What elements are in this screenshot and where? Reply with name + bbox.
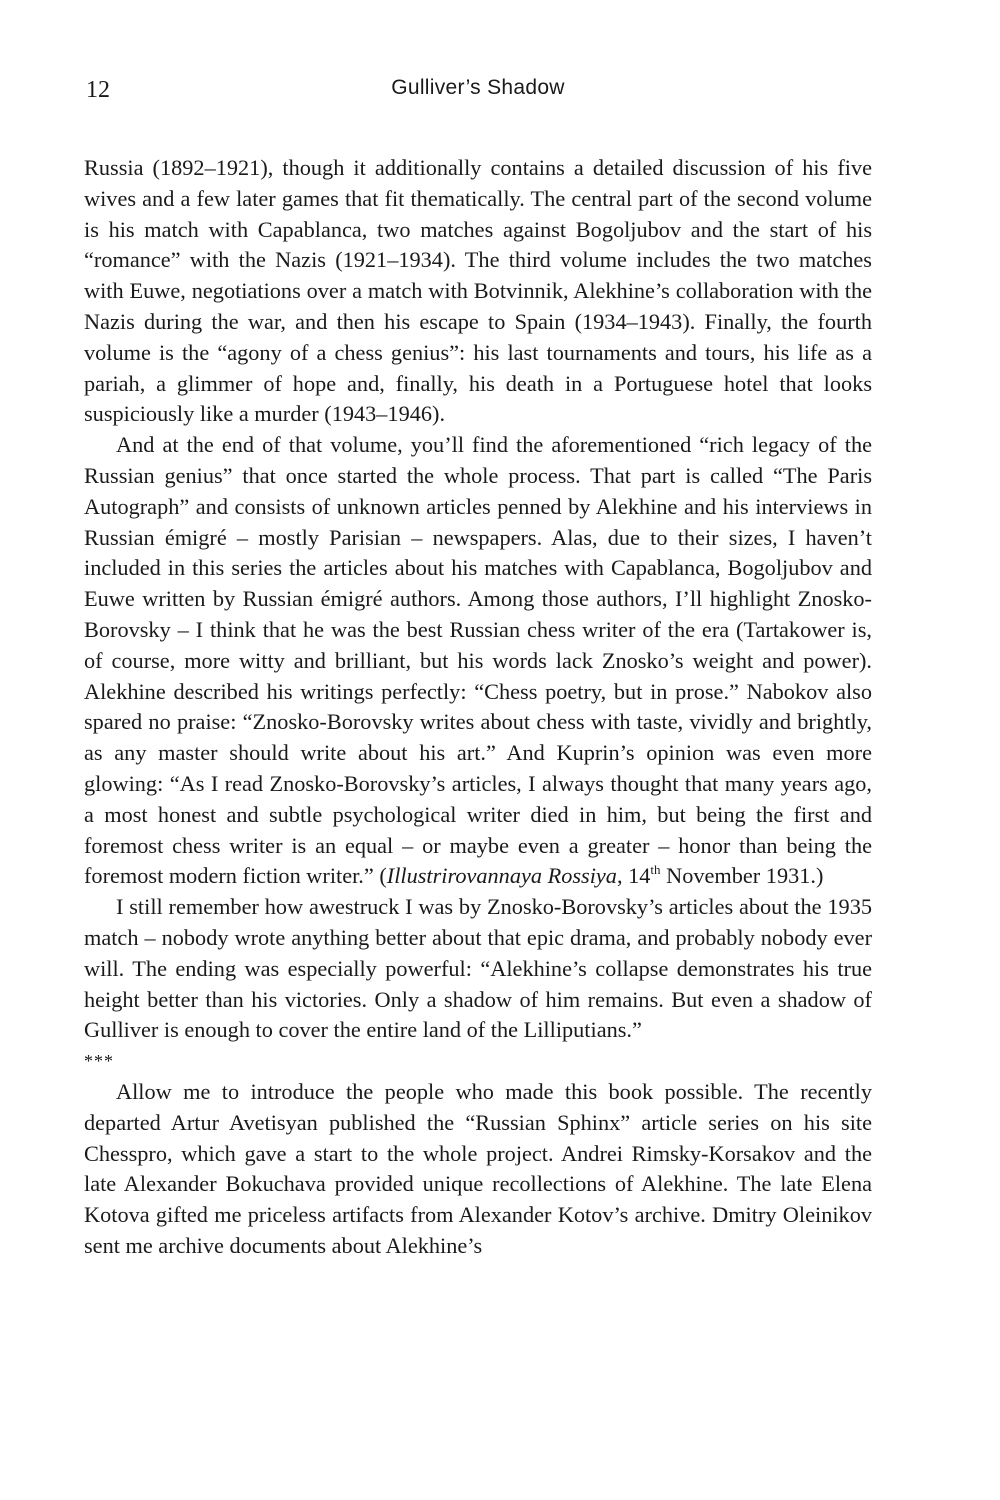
running-title: Gulliver’s Shadow	[391, 76, 565, 99]
page-number: 12	[86, 77, 110, 103]
paragraph-2-main: And at the end of that volume, you’ll find the aforementioned “rich legacy of the Russian genius” that once started the whole process. That part is called “The Paris Autograph” and consists of unknown articles penned by Alekhine and his interviews in Russian émigré – mostly Parisian – newspapers. Alas, due to their sizes, I haven’t included in this series the articles about his matches with Capablanca, Bogoljubov and Euwe written by Russian émigré authors. Among those authors, I’ll highlight Znosko-Borovsky – I think that he was the best Russian chess writer of the era (Tartakower is, of course, more witty and brilliant, but his words lack Znosko’s weight and power). Alekhine described his writings perfectly: “Chess poetry, but in prose.” Nabokov also spared no praise: “Znosko-Borovsky writes about chess with taste, vividly and brightly, as any master should write about his art.” And Kuprin’s opinion was even more glowing: “As I read Znosko-Borovsky’s articles, I always thought that many years ago, a most honest and subtle psychological writer died in him, but being the first and foremost chess writer is an equal – or maybe even a greater – honor than being the foremost modern fiction writer.” (	[84, 432, 872, 889]
section-separator: ***	[84, 1051, 114, 1072]
paragraph-2-italic-title: Illustrirovannaya Rossiya	[386, 863, 617, 889]
paragraph-1: Russia (1892–1921), though it additionally contains a detailed discussion of his five wives and a few later games that fit thematically. The central part of the second volume is his match with Capablanca, two matches against Bogoljubov and the start of his “romance” with the Nazis (1921–1934). The third volume includes the two matches with Euwe, negotiations over a match with Botvinnik, Alekhine’s collaboration with the Nazis during the war, and then his escape to Spain (1934–1943). Finally, the fourth volume is the “agony of a chess genius”: his last tournaments and tours, his life as a pariah, a glimmer of hope and, finally, his death in a Portuguese hotel that looks suspiciously like a murder (1943–1946).	[84, 155, 872, 427]
paragraph-2-end: November 1931.)	[660, 863, 824, 889]
paragraph-2-superscript: th	[650, 862, 661, 878]
body-text	[84, 153, 872, 1262]
paragraph-2-date: , 14	[616, 863, 651, 889]
paragraph-2	[84, 430, 872, 892]
paragraph-4: Allow me to introduce the people who made this book possible. The recently departed Artur Avetisyan published the “Russian Sphinx” article series on his site Chesspro, which gave a start to the whole project. Andrei Rimsky-Korsakov and the late Alexander Bokuchava provided unique recollections of Alekhine. The late Elena Kotova gifted me priceless artifacts from Alexander Kotov’s archive. Dmitry Oleinikov sent me archive documents about Alekhine’s	[84, 1078, 872, 1258]
paragraph-3: I still remember how awestruck I was by Znosko-Borovsky’s articles about the 1935 match – nobody wrote anything better about that epic drama, and probably nobody ever will. The ending was especially powerful: “Alekhine’s collapse demonstrates his true height better than his victories. Only a shadow of him remains. But even a shadow of Gulliver is enough to cover the entire land of the Lilliputians.”	[84, 894, 872, 1043]
